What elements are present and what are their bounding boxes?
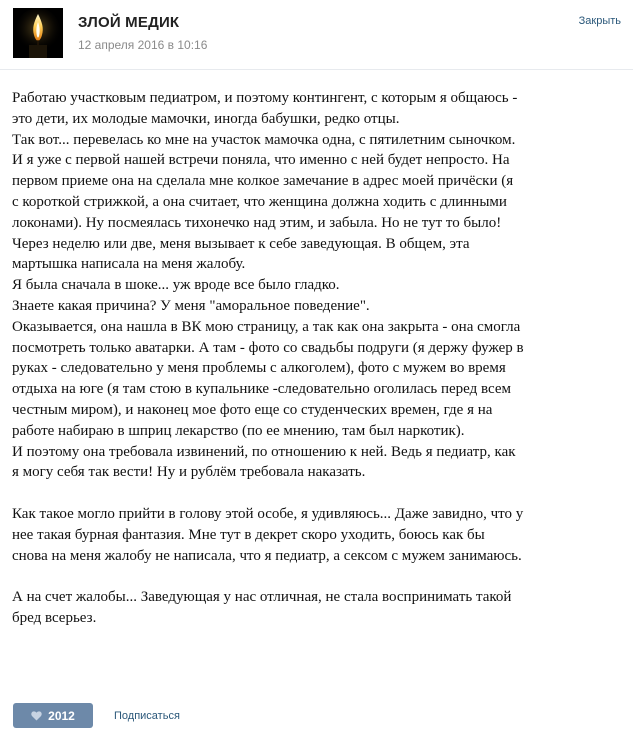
post-text-line: Знаете какая причина? У меня "аморальное поведение". [12, 297, 370, 314]
post-text-line: работе набираю в шприц лекарство (по ее мнению, там был наркотик). [12, 422, 465, 439]
header-divider [0, 69, 633, 70]
post-text-line: снова на меня жалобу не написала, что я педиатр, а сексом с мужем занимаюсь. [12, 547, 522, 564]
post-text-line: Оказывается, она нашла в ВК мою страницу, а так как она закрыта - она смогла [12, 318, 521, 335]
post-text-line: руках - следовательно у меня проблемы с алкоголем), фото с мужем во время [12, 360, 506, 377]
post-text-line: Работаю участковым педиатром, и поэтому контингент, с которым я общаюсь - [12, 90, 518, 106]
post-text-line: отдыха на юге (я там стою в купальнике -следовательно оголилась перед всем [12, 381, 511, 398]
post-footer [0, 700, 633, 741]
post-text-line: мартышка написала на меня жалобу. [12, 256, 246, 273]
post-text-line: Через неделю или две, меня вызывает к себе заведующая. В общем, эта [12, 235, 470, 252]
post-text-line: локонами). Ну посмеялась тихонечко над этим, и забыла. Но не тут то было! [12, 214, 502, 231]
post-text-line: А на счет жалобы... Заведующая у нас отличная, не стала воспринимать такой [12, 589, 512, 606]
post-text-line: нее такая бурная фантазия. Мне тут в декрет скоро уходить, боюсь как бы [12, 526, 485, 543]
post-text-line: Так вот... перевелась ко мне на участок мамочка одна, с пятилетним сыночком. [12, 131, 516, 148]
post-text-line: я могу себя так вести! Ну и рублём требовала наказать. [12, 464, 366, 481]
post-text-line: И я уже с первой нашей встречи поняла, что именно с ней будет непросто. На [12, 152, 510, 169]
paragraph-gap [12, 483, 624, 504]
post-text [12, 88, 624, 629]
heart-icon [31, 711, 42, 721]
post-text-line: бред всерьез. [12, 609, 97, 626]
post-text-line: посмотреть только аватарки. А там - фото со свадьбы подруги (я держу фужер в [12, 339, 524, 356]
avatar[interactable] [13, 8, 63, 58]
post-text-line: Я была сначала в шоке... уж вроде все было гладко. [12, 277, 340, 294]
post-text-line: Как такое могло прийти в голову этой особе, я удивляюсь... Даже завидно, что у [12, 505, 524, 522]
post-date[interactable]: 12 апреля 2016 в 10:16 [78, 38, 208, 52]
post-text-line: И поэтому она требовала извинений, по отношению к ней. Ведь я педиатр, как [12, 443, 516, 460]
like-button[interactable] [13, 703, 93, 728]
post-header [0, 0, 633, 70]
post-text-line: с короткой стрижкой, а она считает, что женщина должна ходить с длинными [12, 193, 507, 210]
paragraph-gap [12, 566, 624, 587]
post-author[interactable]: ЗЛОЙ МЕДИК [78, 14, 180, 31]
post-text-line: это дети, их молодые мамочки, иногда бабушки, редко отцы. [12, 110, 400, 127]
likes-count: 2012 [48, 708, 75, 723]
post-text-line: честным миром), и наконец мое фото еще со студенческих времен, где я на [12, 401, 493, 418]
subscribe-button[interactable]: Подписаться [114, 710, 180, 722]
candle-flame-icon [13, 8, 63, 58]
post-text-line: первом приеме она на сделала мне колкое замечание в адрес моей причёски (я [12, 173, 514, 190]
close-button[interactable]: Закрыть [578, 15, 621, 27]
